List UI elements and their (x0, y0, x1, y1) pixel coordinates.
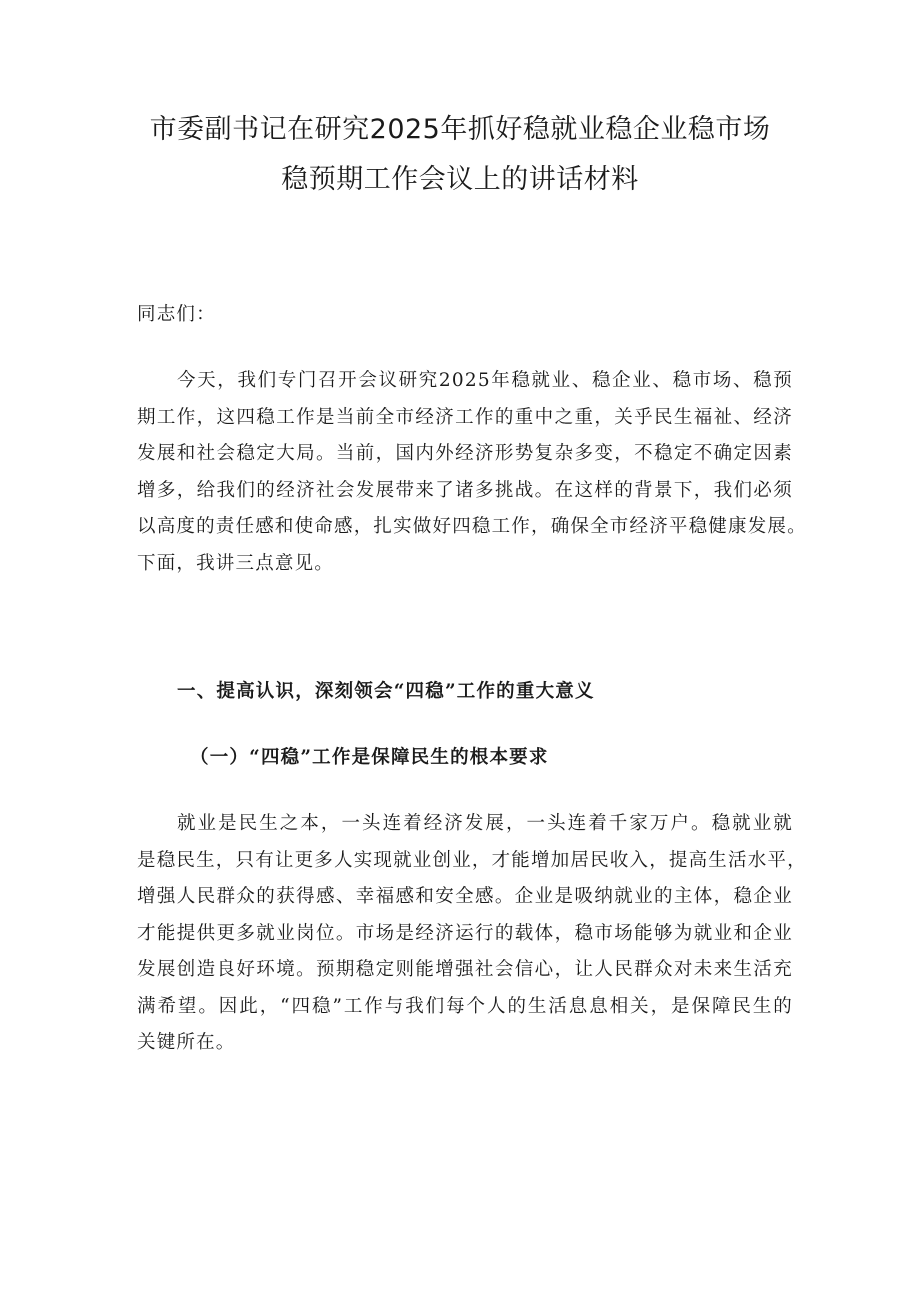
paragraph-line: 满希望。因此，“四稳”工作与我们每个人的生活息息相关，是保障民生的 (137, 995, 793, 1017)
paragraph-line: 才能提供更多就业岗位。市场是经济运行的载体，稳市场能够为就业和企业 (137, 922, 793, 944)
paragraph-line: 今天，我们专门召开会议研究2025年稳就业、稳企业、稳市场、稳预 (177, 370, 793, 391)
paragraph-line: 发展创造良好环境。预期稳定则能增强社会信心，让人民群众对未来生活充 (137, 959, 793, 980)
paragraph-line: 增多，给我们的经济社会发展带来了诸多挑战。在这样的背景下，我们必须 (137, 479, 793, 501)
section-heading: 一、提高认识，深刻领会“四稳”工作的重大意义 (177, 681, 595, 702)
paragraph-line: 期工作，这四稳工作是当前全市经济工作的重中之重，关乎民生福祉、经济 (137, 406, 793, 428)
document-title-line-1: 市委副书记在研究2025年抓好稳就业稳企业稳市场 (149, 114, 771, 145)
paragraph-line: 是稳民生，只有让更多人实现就业创业，才能增加居民收入，提高生活水平， (137, 849, 807, 871)
document-title-line-2: 稳预期工作会议上的讲话材料 (281, 164, 639, 195)
paragraph-line: 就业是民生之本，一头连着经济发展，一头连着千家万户。稳就业就 (177, 813, 793, 834)
paragraph-livelihood (137, 806, 807, 1062)
paragraph-intro (137, 363, 807, 582)
paragraph-line: 下面，我讲三点意见。 (137, 552, 335, 574)
paragraph-line: 增强人民群众的获得感、幸福感和安全感。企业是吸纳就业的主体，稳企业 (137, 886, 793, 907)
paragraph-line: 以高度的责任感和使命感，扎实做好四稳工作，确保全市经济平稳健康发展。 (137, 516, 807, 537)
paragraph-line: 关键所在。 (137, 1032, 236, 1053)
subsection-heading: （一）“四稳”工作是保障民生的根本要求 (190, 747, 549, 768)
paragraph-line: 发展和社会稳定大局。当前，国内外经济形势复杂多变，不稳定不确定因素 (137, 443, 793, 464)
salutation: 同志们： (137, 304, 216, 325)
